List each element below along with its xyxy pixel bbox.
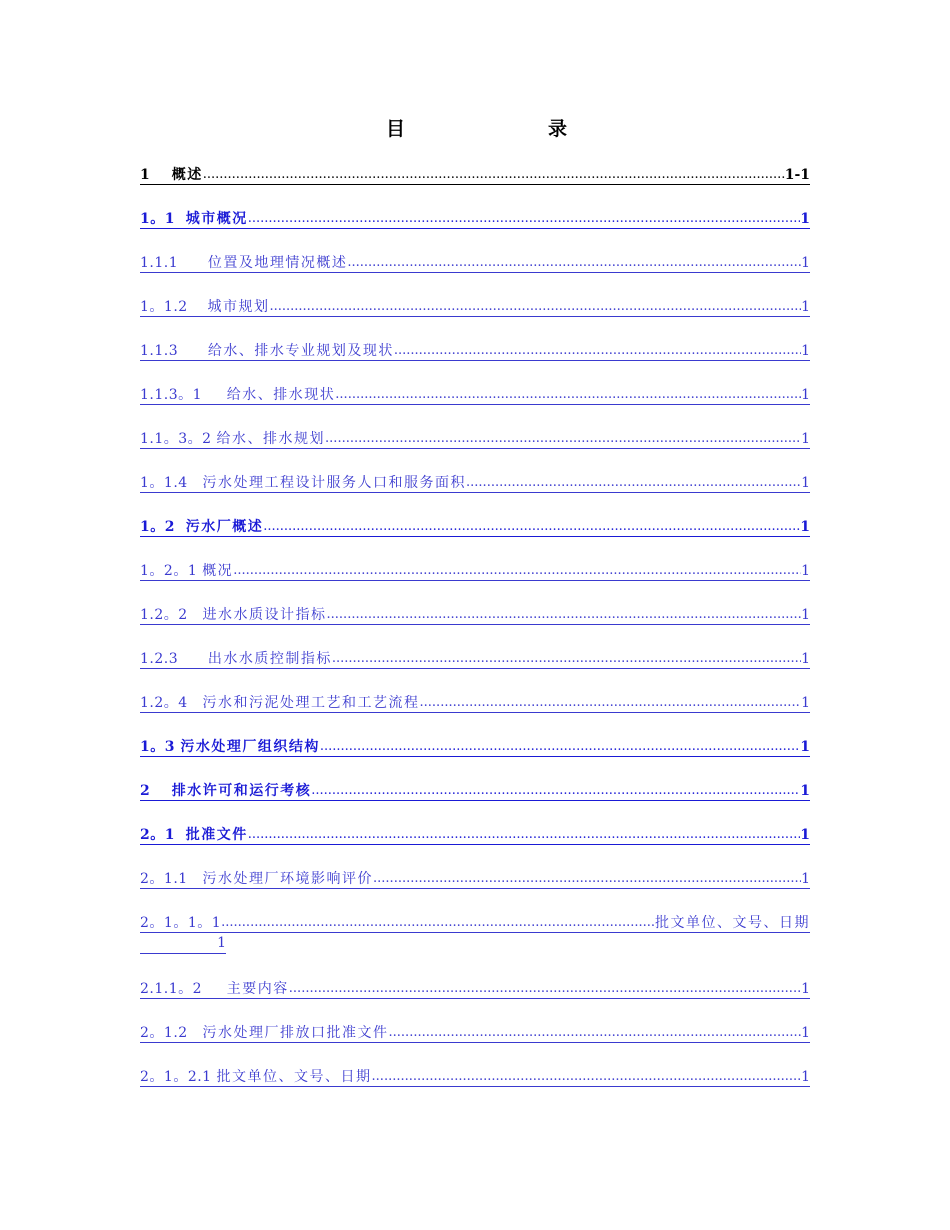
toc-entry-text: 批文单位、文号、日期 bbox=[655, 915, 810, 931]
toc-entry-page: 1 bbox=[801, 343, 810, 359]
toc-entry[interactable] bbox=[140, 252, 810, 273]
toc-leader-dots bbox=[233, 562, 801, 580]
toc-leader-dots bbox=[372, 1068, 802, 1086]
toc-entry[interactable] bbox=[140, 604, 810, 625]
toc-entry-gap bbox=[178, 342, 208, 360]
toc-entry-page: 1 bbox=[801, 563, 810, 579]
toc-entry-gap bbox=[202, 980, 227, 998]
toc-entry-text: 污水处理厂排放口批准文件 bbox=[202, 1025, 389, 1041]
toc-entry-number: 1.1。3。2 bbox=[140, 431, 212, 447]
toc-entry-number: 2。1。2.1 bbox=[140, 1069, 212, 1085]
toc-leader-dots bbox=[263, 518, 800, 536]
toc-entry[interactable] bbox=[140, 560, 810, 581]
toc-leader-dots bbox=[389, 1024, 802, 1042]
toc-entry[interactable] bbox=[140, 736, 810, 757]
toc-entry-number: 1。1.4 bbox=[140, 475, 188, 491]
toc-entry-text: 城市规划 bbox=[207, 299, 270, 315]
toc-entry-gap bbox=[202, 386, 227, 404]
toc-entry-page: 1 bbox=[801, 255, 810, 271]
toc-entry-page: 1 bbox=[801, 1069, 810, 1085]
toc-entry-page: 1 bbox=[801, 607, 810, 623]
toc-entry-number: 1。3 bbox=[140, 739, 175, 755]
toc-entry[interactable] bbox=[140, 516, 810, 537]
toc-leader-dots bbox=[269, 298, 801, 316]
toc-leader-dots bbox=[347, 254, 801, 272]
toc-leader-dots bbox=[420, 694, 802, 712]
toc-entry-gap bbox=[188, 298, 208, 316]
toc-entry[interactable] bbox=[140, 164, 810, 185]
toc-entry-page: 1 bbox=[800, 827, 810, 843]
toc-entry-text: 位置及地理情况概述 bbox=[207, 255, 348, 271]
toc-entry-gap bbox=[188, 694, 203, 712]
toc-leader-dots bbox=[325, 430, 801, 448]
toc-entry-page: 1 bbox=[801, 871, 810, 887]
toc-entry-page: 1 bbox=[801, 1025, 810, 1041]
toc-entry[interactable] bbox=[140, 868, 810, 889]
toc-entry-page: 1 bbox=[801, 981, 810, 997]
toc-entry-gap bbox=[188, 870, 203, 888]
toc-entry[interactable] bbox=[140, 978, 810, 999]
toc-leader-dots bbox=[327, 606, 802, 624]
toc-entry-gap bbox=[175, 210, 186, 228]
toc-leader-dots bbox=[248, 210, 801, 228]
toc-leader-dots bbox=[373, 870, 801, 888]
toc-entry-text: 给水、排水专业规划及现状 bbox=[207, 343, 394, 359]
toc-leader-dots bbox=[335, 386, 801, 404]
toc-entry[interactable] bbox=[140, 692, 810, 713]
toc-entry-text: 进水水质设计指标 bbox=[202, 607, 327, 623]
toc-entry-text: 污水处理厂组织结构 bbox=[180, 739, 320, 755]
toc-entry-page: 1 bbox=[217, 935, 226, 951]
toc-entry[interactable] bbox=[140, 472, 810, 493]
toc-entry-text: 概况 bbox=[202, 563, 234, 579]
toc-entry-gap bbox=[188, 606, 203, 624]
toc-leader-dots bbox=[248, 826, 801, 844]
toc-entry-gap bbox=[188, 1024, 203, 1042]
toc-entry-page: 1 bbox=[801, 299, 810, 315]
toc-entry-gap bbox=[150, 782, 172, 800]
toc-entry[interactable] bbox=[140, 648, 810, 669]
toc-entry-number: 2。1.2 bbox=[140, 1025, 188, 1041]
toc-entry-page: 1 bbox=[800, 783, 810, 799]
toc-entry-gap bbox=[178, 254, 208, 272]
toc-entry-text: 城市概况 bbox=[185, 211, 248, 227]
toc-entry-number: 1 bbox=[140, 167, 151, 183]
toc-entry-text: 排水许可和运行考核 bbox=[171, 783, 312, 799]
toc-entry-number: 1.1.3。1 bbox=[140, 387, 203, 403]
toc-entry[interactable] bbox=[140, 340, 810, 361]
toc-entry-number: 1.1.3 bbox=[140, 343, 179, 359]
toc-entry-text: 给水、排水现状 bbox=[226, 387, 336, 403]
toc-leader-dots bbox=[311, 782, 800, 800]
toc-entry-text: 出水水质控制指标 bbox=[207, 651, 332, 667]
toc-entry-page: 1-1 bbox=[784, 167, 810, 183]
toc-entry[interactable] bbox=[140, 1022, 810, 1043]
toc-entry-page: 1 bbox=[801, 431, 810, 447]
toc-leader-dots bbox=[221, 914, 655, 932]
toc-entry-number: 2 bbox=[140, 783, 151, 799]
toc-entry-number: 1。2。1 bbox=[140, 563, 198, 579]
toc-entry[interactable] bbox=[140, 1066, 810, 1087]
toc-entry-page: 1 bbox=[801, 695, 810, 711]
toc-leader-dots bbox=[394, 342, 801, 360]
toc-leader-dots bbox=[203, 166, 785, 184]
toc-entry[interactable] bbox=[140, 428, 810, 449]
toc-entry-number: 1.2。2 bbox=[140, 607, 188, 623]
toc-entry[interactable] bbox=[140, 384, 810, 405]
title-char-1: 目 bbox=[386, 118, 406, 140]
toc-entry-number: 1。2 bbox=[140, 519, 175, 535]
toc-title bbox=[0, 114, 950, 142]
toc-entry-number: 1.2.3 bbox=[140, 651, 179, 667]
toc-entry-gap bbox=[175, 518, 186, 536]
toc-entry-text: 给水、排水规划 bbox=[216, 431, 326, 447]
toc-entry-page: 1 bbox=[800, 519, 810, 535]
toc-entry-text: 主要内容 bbox=[226, 981, 289, 997]
toc-entry-gap bbox=[188, 474, 203, 492]
toc-entry-page: 1 bbox=[801, 651, 810, 667]
toc-entry-number: 1.2。4 bbox=[140, 695, 188, 711]
toc-leader-dots bbox=[332, 650, 801, 668]
toc-entry-text: 污水处理厂环境影响评价 bbox=[202, 871, 374, 887]
title-char-2: 录 bbox=[548, 118, 568, 140]
toc-entry[interactable] bbox=[140, 912, 810, 952]
toc-entry-text: 污水处理工程设计服务人口和服务面积 bbox=[202, 475, 467, 491]
toc-entry-gap bbox=[175, 826, 186, 844]
toc-leader-dots bbox=[320, 738, 800, 756]
toc-entry-gap bbox=[150, 166, 172, 184]
toc-leader-dots bbox=[289, 980, 801, 998]
toc-entry-page: 1 bbox=[800, 739, 810, 755]
toc-entry-number: 2。1。1。1 bbox=[140, 915, 222, 931]
toc-entry-number: 1.1.1 bbox=[140, 255, 179, 271]
toc-entry-number: 1。1.2 bbox=[140, 299, 188, 315]
toc-entry-gap bbox=[178, 650, 208, 668]
toc-entry[interactable] bbox=[140, 780, 810, 801]
toc-entry-text: 概述 bbox=[171, 167, 203, 183]
toc-entry-text: 污水厂概述 bbox=[185, 519, 264, 535]
toc-entry-text: 污水和污泥处理工艺和工艺流程 bbox=[202, 695, 420, 711]
toc-entry-number: 2。1 bbox=[140, 827, 175, 843]
toc-entry-page: 1 bbox=[800, 211, 810, 227]
toc-entry-number: 2.1.1。2 bbox=[140, 981, 203, 997]
toc-entry[interactable] bbox=[140, 208, 810, 229]
toc-leader-dots bbox=[466, 474, 801, 492]
toc-entry-text: 批文单位、文号、日期 bbox=[216, 1069, 372, 1085]
toc-entry-number: 1。1 bbox=[140, 211, 175, 227]
toc-entry-text: 批准文件 bbox=[185, 827, 248, 843]
toc-entry-page: 1 bbox=[801, 387, 810, 403]
toc-entry[interactable] bbox=[140, 824, 810, 845]
toc-entry-page: 1 bbox=[801, 475, 810, 491]
toc-entry[interactable] bbox=[140, 296, 810, 317]
toc-entry-number: 2。1.1 bbox=[140, 871, 188, 887]
